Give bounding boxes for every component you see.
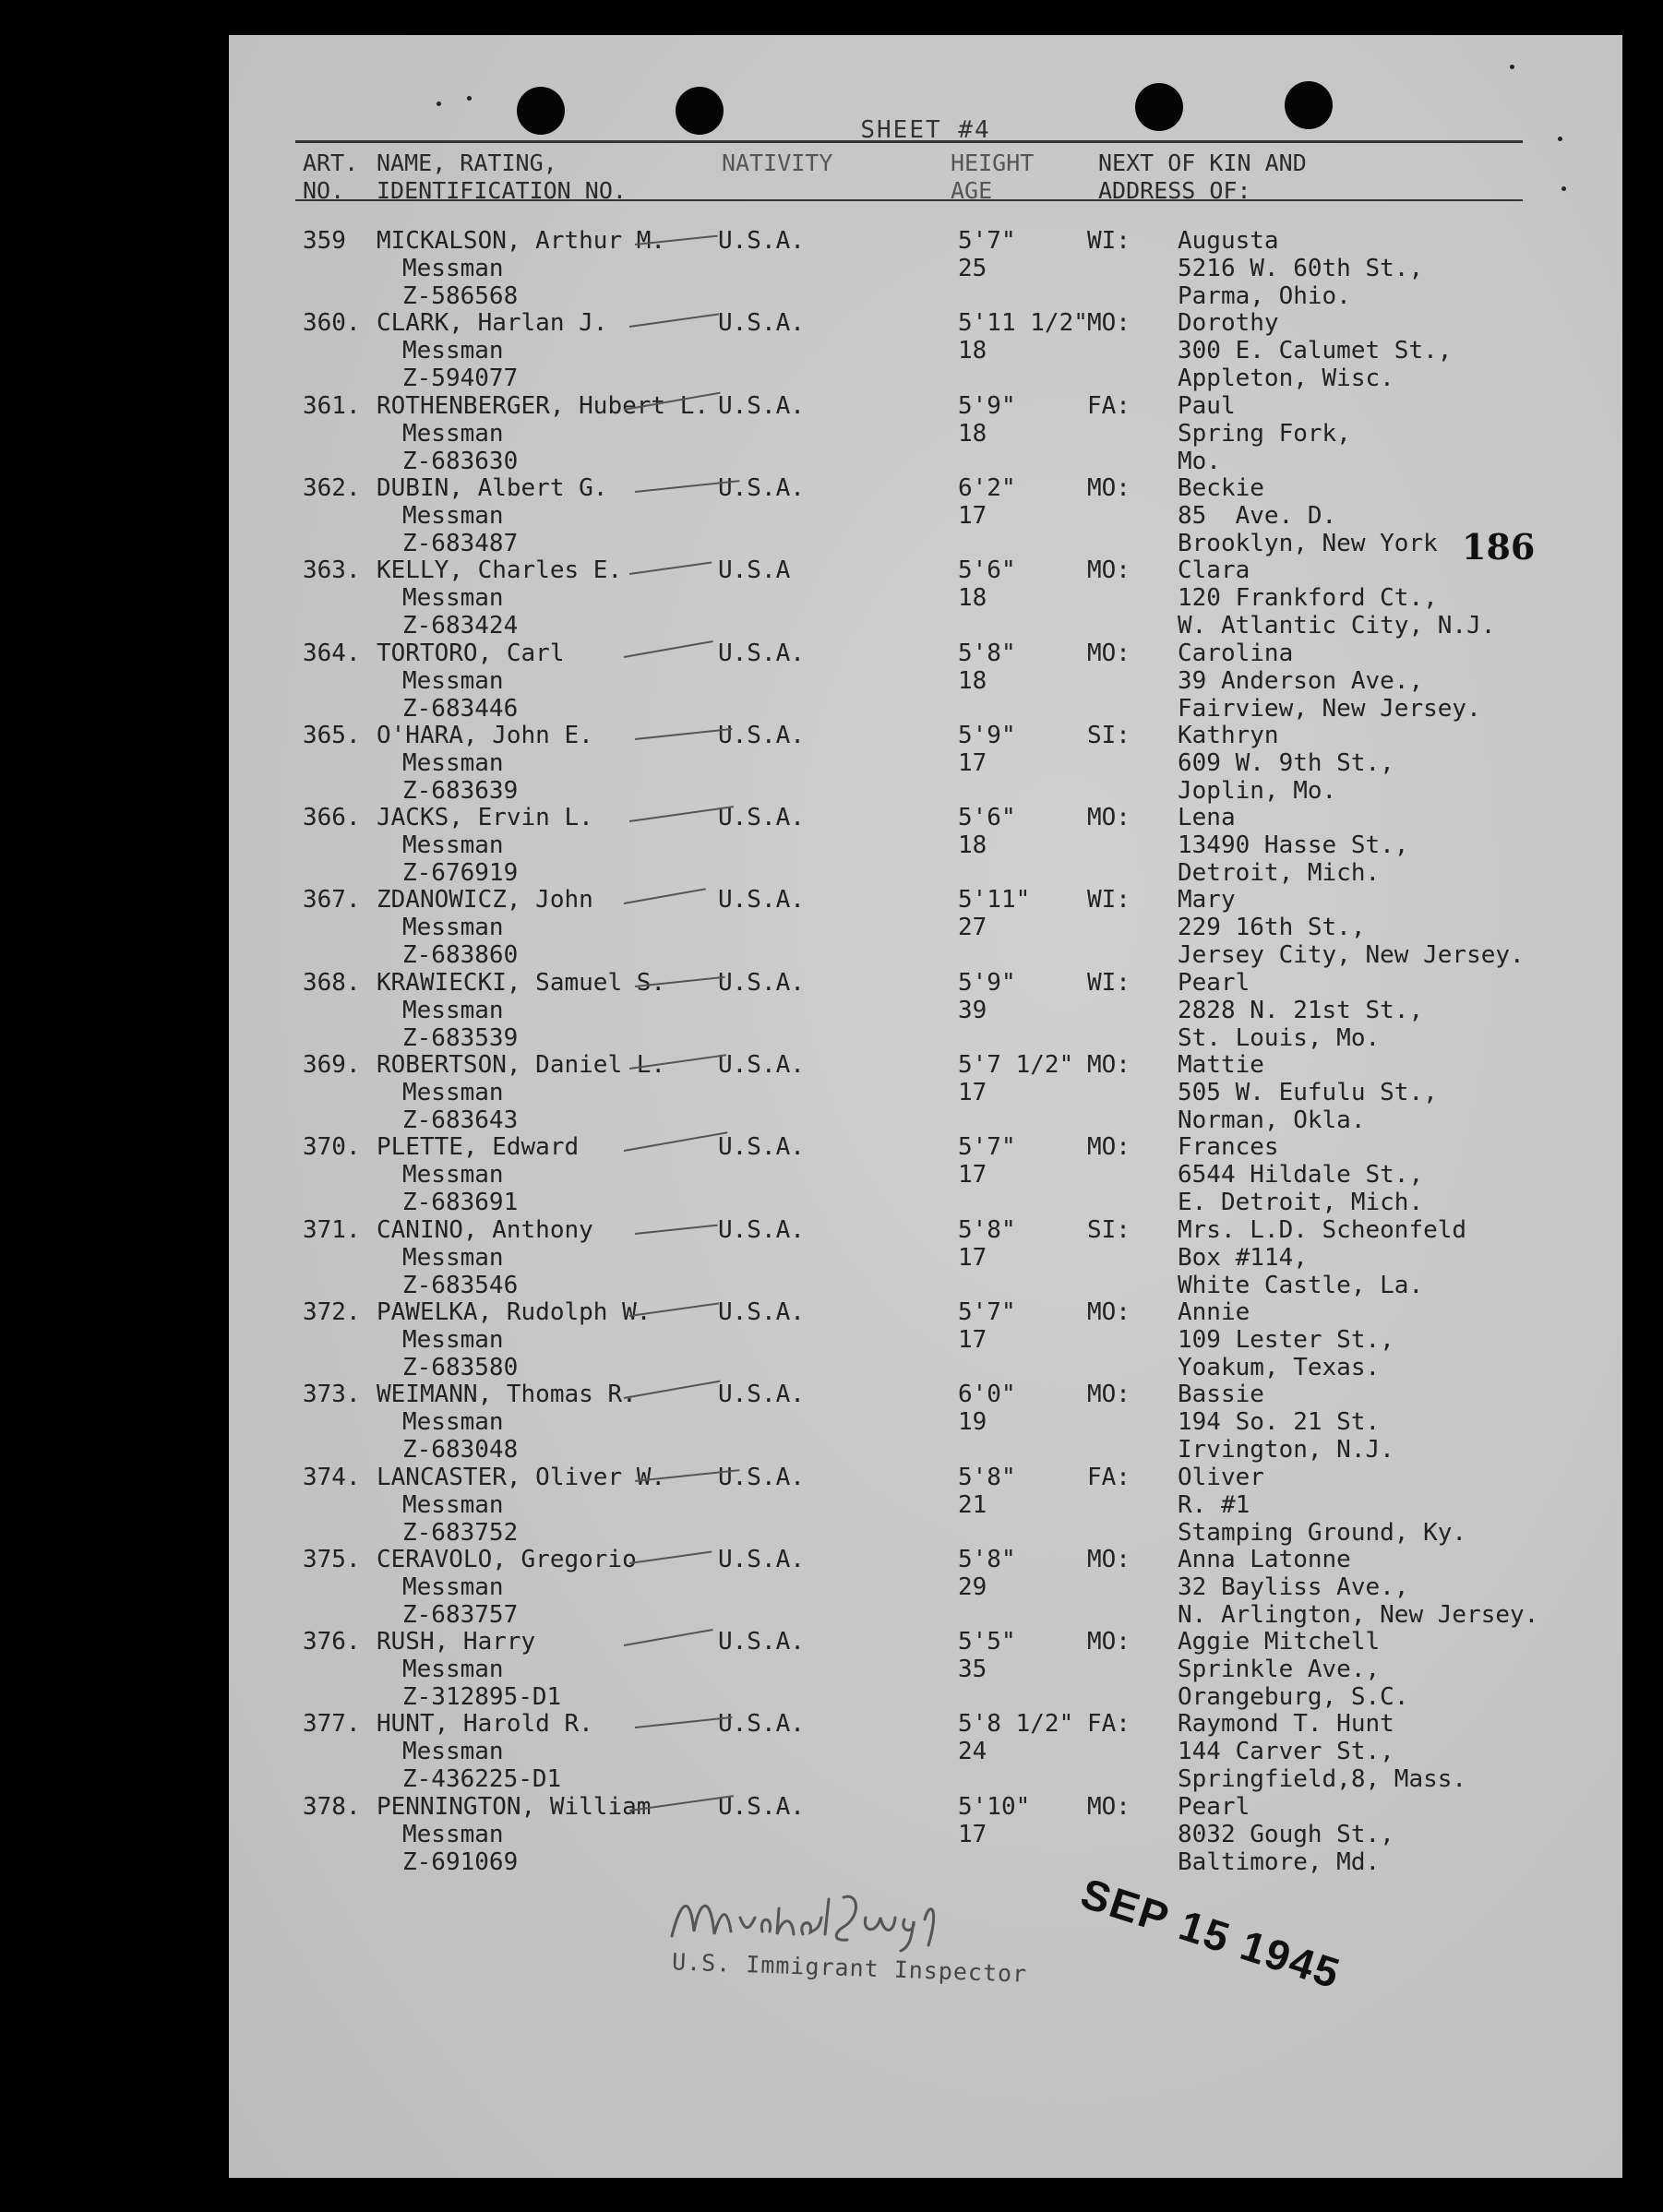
entry-kin-street: 300 E. Calumet St., bbox=[1178, 337, 1453, 365]
entry-age: 17 bbox=[958, 1161, 987, 1190]
header-kin-line1: NEXT OF KIN AND bbox=[1098, 149, 1307, 176]
entry-kin-city: W. Atlantic City, N.J. bbox=[1178, 612, 1496, 640]
document-sheet bbox=[229, 35, 1622, 2178]
speck bbox=[437, 102, 441, 106]
header-art bbox=[303, 149, 358, 205]
entry-height: 5'7" bbox=[958, 1297, 1016, 1326]
entry-kin-city: Baltimore, Md. bbox=[1178, 1847, 1381, 1876]
entry-rating: Messman bbox=[402, 1490, 504, 1519]
entry-id: Z-691069 bbox=[402, 1847, 519, 1876]
check-mark bbox=[624, 889, 706, 905]
entry-rating: Messman bbox=[402, 1325, 504, 1354]
entry-height: 5'8" bbox=[958, 1545, 1016, 1573]
entry-name: WEIMANN, Thomas R. bbox=[377, 1381, 637, 1409]
entry-rating: Messman bbox=[402, 1161, 504, 1190]
entry-name: DUBIN, Albert G. bbox=[377, 473, 608, 502]
entry-kin-city: Irvington, N.J. bbox=[1178, 1436, 1394, 1465]
entry-nativity: U.S.A. bbox=[718, 804, 805, 832]
entry-kin-name: Bassie bbox=[1178, 1381, 1264, 1409]
entry-relation: FA: bbox=[1087, 1463, 1131, 1491]
entry-art-number: 375. bbox=[303, 1545, 361, 1573]
entry-id: Z-594077 bbox=[402, 365, 519, 393]
crew-entry bbox=[229, 1793, 1622, 1876]
speck bbox=[467, 96, 472, 101]
entry-art-number: 363. bbox=[303, 556, 361, 585]
entry-kin-street: 505 W. Eufulu St., bbox=[1178, 1079, 1438, 1106]
entry-id: Z-683639 bbox=[402, 776, 519, 805]
entry-kin-name: Oliver bbox=[1178, 1463, 1264, 1491]
entry-art-number: 369. bbox=[303, 1051, 361, 1079]
crew-entry bbox=[229, 1464, 1622, 1547]
entry-rating: Messman bbox=[402, 255, 504, 282]
entry-height: 5'8" bbox=[958, 1215, 1016, 1244]
entry-kin-name: Anna Latonne bbox=[1178, 1545, 1351, 1573]
crew-entry bbox=[229, 474, 1622, 557]
entry-art-number: 372. bbox=[303, 1297, 361, 1326]
entry-age: 18 bbox=[958, 584, 987, 613]
header-age: AGE bbox=[951, 177, 993, 204]
entry-age: 25 bbox=[958, 255, 987, 282]
entry-height: 6'2" bbox=[958, 473, 1016, 502]
date-stamp: SEP 15 1945 bbox=[1075, 1869, 1347, 1998]
crew-entry bbox=[229, 722, 1622, 805]
entry-nativity: U.S.A. bbox=[718, 227, 805, 255]
crew-entry bbox=[229, 309, 1622, 392]
entry-name: CLARK, Harlan J. bbox=[377, 309, 608, 338]
entry-kin-city: Mo. bbox=[1178, 447, 1221, 475]
entry-nativity: U.S.A. bbox=[718, 1463, 805, 1491]
entry-kin-city: N. Arlington, New Jersey. bbox=[1178, 1600, 1539, 1629]
inspector-title: U.S. Immigrant Inspector bbox=[671, 1948, 1028, 1988]
entry-id: Z-683691 bbox=[402, 1189, 519, 1217]
entry-relation: MO: bbox=[1087, 639, 1131, 667]
sheet-title: SHEET #4 bbox=[860, 116, 991, 144]
entry-relation: SI: bbox=[1087, 1215, 1131, 1244]
entry-rating: Messman bbox=[402, 666, 504, 695]
entry-kin-name: Kathryn bbox=[1178, 721, 1279, 749]
entry-age: 18 bbox=[958, 419, 987, 448]
entry-id: Z-683757 bbox=[402, 1600, 519, 1629]
entry-height: 5'9" bbox=[958, 721, 1016, 749]
entry-rating: Messman bbox=[402, 419, 504, 448]
entry-name: LANCASTER, Oliver W. bbox=[377, 1463, 666, 1491]
header-nativity: NATIVITY bbox=[722, 149, 833, 176]
entry-relation: MO: bbox=[1087, 1051, 1131, 1079]
entry-id: Z-683580 bbox=[402, 1353, 519, 1381]
entry-nativity: U.S.A bbox=[718, 556, 791, 585]
entry-kin-street: 85 Ave. D. bbox=[1178, 501, 1337, 530]
entry-age: 17 bbox=[958, 1325, 987, 1354]
entry-kin-name: Mrs. L.D. Scheonfeld bbox=[1178, 1215, 1467, 1244]
entry-nativity: U.S.A. bbox=[718, 391, 805, 420]
entry-kin-street: Spring Fork, bbox=[1178, 419, 1351, 448]
entry-age: 17 bbox=[958, 748, 987, 777]
entry-kin-street: 109 Lester St., bbox=[1178, 1325, 1394, 1354]
entry-id: Z-683487 bbox=[402, 529, 519, 557]
entry-rating: Messman bbox=[402, 831, 504, 860]
entry-kin-street: 8032 Gough St., bbox=[1178, 1820, 1394, 1848]
entry-kin-street: 609 W. 9th St., bbox=[1178, 748, 1394, 777]
entry-kin-city: Appleton, Wisc. bbox=[1178, 365, 1394, 393]
entry-art-number: 365. bbox=[303, 721, 361, 749]
entry-art-number: 367. bbox=[303, 886, 361, 915]
header-kin bbox=[1098, 149, 1307, 205]
entry-name: RUSH, Harry bbox=[377, 1628, 536, 1656]
header-art-line2: NO. bbox=[303, 177, 345, 204]
entry-age: 17 bbox=[958, 501, 987, 530]
check-mark bbox=[624, 1629, 713, 1646]
entry-height: 5'11" bbox=[958, 886, 1031, 915]
entry-kin-name: Frances bbox=[1178, 1133, 1279, 1162]
check-mark bbox=[635, 1224, 718, 1234]
entry-age: 29 bbox=[958, 1572, 987, 1601]
entry-id: Z-683643 bbox=[402, 1106, 519, 1134]
entry-kin-city: E. Detroit, Mich. bbox=[1178, 1189, 1424, 1217]
entry-kin-city: Orangeburg, S.C. bbox=[1178, 1683, 1409, 1712]
inspector-signature bbox=[663, 1881, 1069, 1955]
crew-entry bbox=[229, 556, 1622, 640]
crew-entry bbox=[229, 1051, 1622, 1134]
entry-kin-street: 5216 W. 60th St., bbox=[1178, 255, 1424, 282]
entry-id: Z-683546 bbox=[402, 1271, 519, 1299]
entry-kin-street: 120 Frankford Ct., bbox=[1178, 584, 1438, 613]
entry-age: 21 bbox=[958, 1490, 987, 1519]
crew-entry bbox=[229, 1381, 1622, 1464]
entry-art-number: 377. bbox=[303, 1710, 361, 1739]
entry-kin-name: Mary bbox=[1178, 886, 1236, 915]
entry-age: 17 bbox=[958, 1243, 987, 1272]
entry-kin-city: Springfield,8, Mass. bbox=[1178, 1765, 1467, 1794]
entry-rating: Messman bbox=[402, 501, 504, 530]
entry-relation: SI: bbox=[1087, 721, 1131, 749]
header-art-line1: ART. bbox=[303, 149, 359, 176]
entry-name: TORTORO, Carl bbox=[377, 639, 565, 667]
entry-name: HUNT, Harold R. bbox=[377, 1710, 593, 1739]
entry-height: 5'7" bbox=[958, 1133, 1016, 1162]
check-mark bbox=[629, 562, 712, 576]
entry-kin-street: 2828 N. 21st St., bbox=[1178, 996, 1424, 1024]
entry-rating: Messman bbox=[402, 914, 504, 942]
entry-relation: MO: bbox=[1087, 804, 1131, 832]
entry-age: 18 bbox=[958, 666, 987, 695]
entry-kin-street: Sprinkle Ave., bbox=[1178, 1656, 1381, 1684]
crew-entry bbox=[229, 1133, 1622, 1216]
entry-relation: MO: bbox=[1087, 1381, 1131, 1409]
entry-height: 5'9" bbox=[958, 391, 1016, 420]
entry-kin-name: Pearl bbox=[1178, 1792, 1250, 1821]
entry-name: MICKALSON, Arthur M. bbox=[377, 227, 666, 255]
check-mark bbox=[629, 1550, 712, 1564]
entry-rating: Messman bbox=[402, 1243, 504, 1272]
entry-name: KRAWIECKI, Samuel S. bbox=[377, 968, 666, 997]
entry-kin-street: 13490 Hasse St., bbox=[1178, 831, 1409, 860]
entry-name: ZDANOWICZ, John bbox=[377, 886, 593, 915]
entry-kin-street: 194 So. 21 St. bbox=[1178, 1408, 1381, 1437]
entry-height: 5'9" bbox=[958, 968, 1016, 997]
entry-art-number: 364. bbox=[303, 639, 361, 667]
crew-entry bbox=[229, 804, 1622, 887]
entry-kin-name: Mattie bbox=[1178, 1051, 1264, 1079]
entry-id: Z-586568 bbox=[402, 282, 519, 310]
entry-rating: Messman bbox=[402, 584, 504, 613]
entry-rating: Messman bbox=[402, 1079, 504, 1106]
entry-relation: FA: bbox=[1087, 391, 1131, 420]
header-name-line2: IDENTIFICATION NO. bbox=[377, 177, 627, 204]
entry-relation: WI: bbox=[1087, 227, 1131, 255]
entry-nativity: U.S.A. bbox=[718, 1133, 805, 1162]
entry-relation: MO: bbox=[1087, 1133, 1131, 1162]
entry-age: 27 bbox=[958, 914, 987, 942]
header-top-rule bbox=[295, 140, 1523, 143]
entry-kin-street: R. #1 bbox=[1178, 1490, 1250, 1519]
entry-name: ROBERTSON, Daniel L. bbox=[377, 1051, 666, 1079]
entry-kin-name: Clara bbox=[1178, 556, 1250, 585]
entry-rating: Messman bbox=[402, 996, 504, 1024]
crew-entry bbox=[229, 969, 1622, 1052]
entry-id: Z-683630 bbox=[402, 447, 519, 475]
entry-name: JACKS, Ervin L. bbox=[377, 804, 593, 832]
entry-height: 5'11 1/2" bbox=[958, 309, 1088, 338]
entry-nativity: U.S.A. bbox=[718, 968, 805, 997]
crew-entry bbox=[229, 1628, 1622, 1711]
entry-kin-name: Raymond T. Hunt bbox=[1178, 1710, 1394, 1739]
entry-art-number: 378. bbox=[303, 1792, 361, 1821]
entry-relation: MO: bbox=[1087, 1545, 1131, 1573]
entry-kin-street: 39 Anderson Ave., bbox=[1178, 666, 1424, 695]
entry-nativity: U.S.A. bbox=[718, 309, 805, 338]
entry-art-number: 371. bbox=[303, 1215, 361, 1244]
entry-kin-city: White Castle, La. bbox=[1178, 1271, 1424, 1299]
header-kin-line2: ADDRESS OF: bbox=[1098, 177, 1251, 204]
entry-id: Z-683539 bbox=[402, 1023, 519, 1052]
entry-age: 17 bbox=[958, 1079, 987, 1106]
entry-name: PAWELKA, Rudolph W. bbox=[377, 1297, 652, 1326]
entry-kin-name: Paul bbox=[1178, 391, 1236, 420]
entry-kin-city: Stamping Ground, Ky. bbox=[1178, 1518, 1467, 1547]
entry-nativity: U.S.A. bbox=[718, 1792, 805, 1821]
entry-kin-city: Fairview, New Jersey. bbox=[1178, 694, 1481, 723]
entry-name: CANINO, Anthony bbox=[377, 1215, 593, 1244]
entry-nativity: U.S.A. bbox=[718, 473, 805, 502]
crew-entry bbox=[229, 640, 1622, 723]
entry-height: 5'8 1/2" bbox=[958, 1710, 1074, 1739]
entry-kin-street: 32 Bayliss Ave., bbox=[1178, 1572, 1409, 1601]
header-height: HEIGHT bbox=[951, 149, 1035, 176]
entry-rating: Messman bbox=[402, 1820, 504, 1848]
entry-kin-city: Brooklyn, New York bbox=[1178, 529, 1438, 557]
speck bbox=[1561, 186, 1566, 191]
entry-art-number: 376. bbox=[303, 1628, 361, 1656]
entry-nativity: U.S.A. bbox=[718, 1297, 805, 1326]
entry-id: Z-683752 bbox=[402, 1518, 519, 1547]
crew-entry bbox=[229, 392, 1622, 475]
entry-id: Z-676919 bbox=[402, 859, 519, 888]
entry-age: 35 bbox=[958, 1656, 987, 1684]
header-name-line1: NAME, RATING, bbox=[377, 149, 557, 176]
speck bbox=[1510, 65, 1514, 69]
entry-nativity: U.S.A. bbox=[718, 1381, 805, 1409]
entry-height: 5'8" bbox=[958, 639, 1016, 667]
entry-nativity: U.S.A. bbox=[718, 639, 805, 667]
entry-art-number: 373. bbox=[303, 1381, 361, 1409]
entry-nativity: U.S.A. bbox=[718, 1628, 805, 1656]
entry-name: KELLY, Charles E. bbox=[377, 556, 623, 585]
entry-art-number: 370. bbox=[303, 1133, 361, 1162]
entry-relation: MO: bbox=[1087, 1297, 1131, 1326]
entry-relation: MO: bbox=[1087, 1628, 1131, 1656]
entry-name: CERAVOLO, Gregorio bbox=[377, 1545, 637, 1573]
entry-height: 5'6" bbox=[958, 556, 1016, 585]
entry-art-number: 361. bbox=[303, 391, 361, 420]
entry-art-number: 366. bbox=[303, 804, 361, 832]
entry-relation: WI: bbox=[1087, 886, 1131, 915]
entry-nativity: U.S.A. bbox=[718, 1545, 805, 1573]
entry-kin-name: Beckie bbox=[1178, 473, 1264, 502]
entry-nativity: U.S.A. bbox=[718, 721, 805, 749]
entry-id: Z-683424 bbox=[402, 612, 519, 640]
entry-age: 18 bbox=[958, 831, 987, 860]
entry-kin-city: Norman, Okla. bbox=[1178, 1106, 1366, 1134]
entry-kin-street: Box #114, bbox=[1178, 1243, 1308, 1272]
entry-relation: WI: bbox=[1087, 968, 1131, 997]
entry-relation: FA: bbox=[1087, 1710, 1131, 1739]
entry-relation: MO: bbox=[1087, 473, 1131, 502]
entry-kin-street: 144 Carver St., bbox=[1178, 1738, 1394, 1766]
entry-kin-street: 6544 Hildale St., bbox=[1178, 1161, 1424, 1190]
entry-age: 18 bbox=[958, 337, 987, 365]
check-mark bbox=[624, 640, 713, 657]
entry-kin-city: Jersey City, New Jersey. bbox=[1178, 941, 1525, 970]
entry-relation: MO: bbox=[1087, 1792, 1131, 1821]
entry-nativity: U.S.A. bbox=[718, 1215, 805, 1244]
entry-age: 39 bbox=[958, 996, 987, 1024]
entry-kin-name: Carolina bbox=[1178, 639, 1294, 667]
entry-name: O'HARA, John E. bbox=[377, 721, 593, 749]
entry-art-number: 374. bbox=[303, 1463, 361, 1491]
entry-id: Z-683048 bbox=[402, 1436, 519, 1465]
entry-name: ROTHENBERGER, Hubert L. bbox=[377, 391, 710, 420]
entry-kin-city: Yoakum, Texas. bbox=[1178, 1353, 1381, 1381]
entry-height: 6'0" bbox=[958, 1381, 1016, 1409]
entry-rating: Messman bbox=[402, 1572, 504, 1601]
crew-entry bbox=[229, 1710, 1622, 1793]
entry-name: PLETTE, Edward bbox=[377, 1133, 580, 1162]
entry-kin-name: Dorothy bbox=[1178, 309, 1279, 338]
entry-id: Z-683446 bbox=[402, 694, 519, 723]
crew-entry bbox=[229, 1216, 1622, 1299]
entry-kin-name: Annie bbox=[1178, 1297, 1250, 1326]
crew-entry bbox=[229, 227, 1622, 310]
entry-height: 5'5" bbox=[958, 1628, 1016, 1656]
entry-kin-city: Parma, Ohio. bbox=[1178, 282, 1351, 310]
entry-height: 5'7 1/2" bbox=[958, 1051, 1074, 1079]
entry-height: 5'7" bbox=[958, 227, 1016, 255]
entry-kin-name: Augusta bbox=[1178, 227, 1279, 255]
entry-rating: Messman bbox=[402, 1656, 504, 1684]
check-mark bbox=[624, 1132, 728, 1153]
entry-kin-city: St. Louis, Mo. bbox=[1178, 1023, 1381, 1052]
entry-rating: Messman bbox=[402, 1738, 504, 1766]
entry-age: 19 bbox=[958, 1408, 987, 1437]
entry-nativity: U.S.A. bbox=[718, 886, 805, 915]
entry-nativity: U.S.A. bbox=[718, 1051, 805, 1079]
entry-relation: MO: bbox=[1087, 556, 1131, 585]
entry-art-number: 362. bbox=[303, 473, 361, 502]
entry-nativity: U.S.A. bbox=[718, 1710, 805, 1739]
entry-rating: Messman bbox=[402, 748, 504, 777]
entry-rating: Messman bbox=[402, 1408, 504, 1437]
entry-id: Z-436225-D1 bbox=[402, 1765, 562, 1794]
entry-name: PENNINGTON, William bbox=[377, 1792, 652, 1821]
entry-height: 5'10" bbox=[958, 1792, 1031, 1821]
entry-rating: Messman bbox=[402, 337, 504, 365]
page-number: 186 bbox=[1462, 526, 1536, 568]
entry-kin-city: Detroit, Mich. bbox=[1178, 859, 1381, 888]
entry-age: 24 bbox=[958, 1738, 987, 1766]
check-mark bbox=[624, 1381, 721, 1399]
entry-id: Z-683860 bbox=[402, 941, 519, 970]
crew-entry bbox=[229, 1546, 1622, 1629]
entry-art-number: 359 bbox=[303, 227, 346, 255]
entry-art-number: 368. bbox=[303, 968, 361, 997]
check-mark bbox=[629, 314, 719, 329]
entry-kin-city: Joplin, Mo. bbox=[1178, 776, 1337, 805]
crew-entry bbox=[229, 1298, 1622, 1381]
entry-kin-name: Aggie Mitchell bbox=[1178, 1628, 1381, 1656]
entry-art-number: 360. bbox=[303, 309, 361, 338]
entry-kin-street: 229 16th St., bbox=[1178, 914, 1366, 942]
entry-height: 5'8" bbox=[958, 1463, 1016, 1491]
header-height-age bbox=[951, 149, 1034, 205]
header-name bbox=[377, 149, 627, 205]
entry-age: 17 bbox=[958, 1820, 987, 1848]
entry-id: Z-312895-D1 bbox=[402, 1683, 562, 1712]
entry-relation: MO: bbox=[1087, 309, 1131, 338]
entry-height: 5'6" bbox=[958, 804, 1016, 832]
crew-entry bbox=[229, 886, 1622, 969]
entry-kin-name: Lena bbox=[1178, 804, 1236, 832]
entry-kin-name: Pearl bbox=[1178, 968, 1250, 997]
